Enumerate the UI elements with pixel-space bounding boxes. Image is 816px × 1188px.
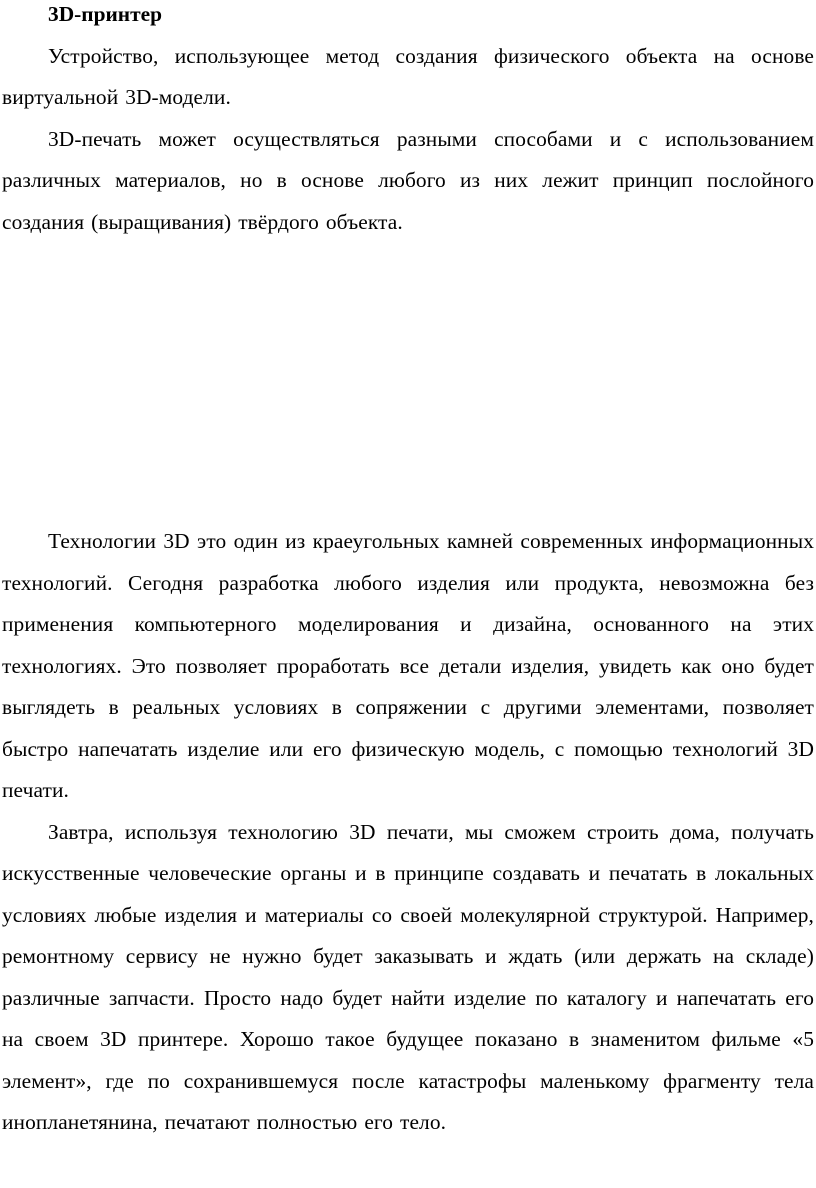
document-text-flow	[2, 0, 814, 1144]
blank-image-area	[2, 243, 814, 521]
paragraph-printing-methods: 3D-печать может осуществляться разными способами и с использованием различных материалов, но в основе любого из них лежит принцип послойного создания (выращивания) твёрдого объекта.	[2, 126, 814, 234]
paragraph-definition: Устройство, использующее метод создания физического объекта на основе виртуальной 3D-модели.	[2, 43, 814, 109]
document-title: 3D-принтер	[48, 2, 163, 26]
paragraph-future-of-3d-printing: Завтра, используя технологию 3D печати, мы сможем строить дома, получать искусственные человеческие органы и в принципе создавать и печатать в локальных условиях любые изделия и материалы со своей молекулярной структурой. Например, ремонтному сервису не нужно будет заказывать и ждать (или держать на складе) различные запчасти. Просто надо будет найти изделие по каталогу и напечатать его на своем 3D принтере. Хорошо такое будущее показано в знаменитом фильме «5 элемент», где по сохранившемуся после катастрофы маленькому фрагменту тела инопланетянина, печатают полностью его тело.	[2, 819, 814, 1134]
paragraph-3d-technologies: Технологии 3D это один из краеугольных камней современных информационных технологий. Сегодня разработка любого изделия или продукта, невозможна без применения компьютерного моделирования и дизайна, основанного на этих технологиях. Это позволяет проработать все детали изделия, увидеть как оно будет выглядеть в реальных условиях в сопряжении с другими элементами, позволяет быстро напечатать изделие или его физическую модель, с помощью технологий 3D печати.	[2, 529, 814, 802]
